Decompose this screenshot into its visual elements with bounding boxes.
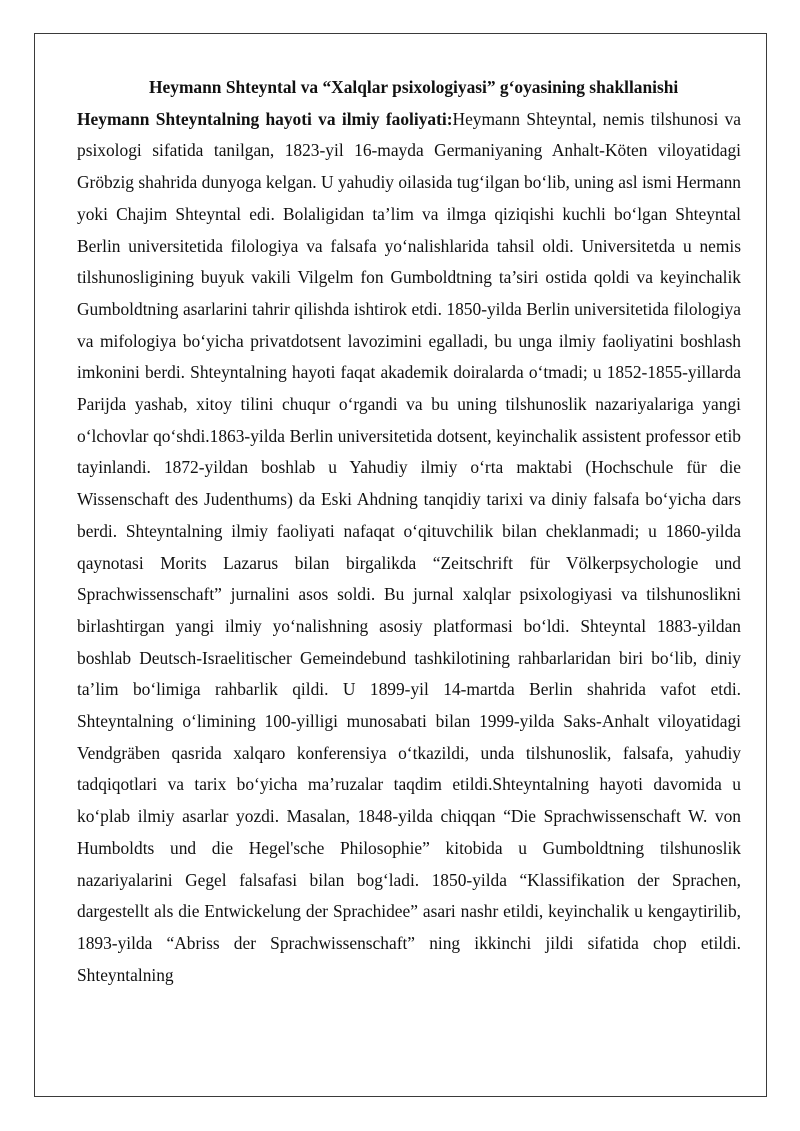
section-lead: Heymann Shteyntalning hayoti va ilmiy faoliyati: — [77, 108, 453, 129]
paragraph-text: Heymann Shteyntal, nemis tilshunosi va psixologi sifatida tanilgan, 1823-yil 16-mayda Germaniyaning Anhalt-Köten viloyatidagi Gröbzig shahrida dunyoga kelgan. U yahudiy oilasida tug‘ilgan bo‘lib, uning asl ismi Hermann yoki Chajim Shteyntal edi. Bolaligidan ta’lim va ilmga qiziqishi kuchli bo‘lgan Shteyntal Berlin universitetida filologiya va falsafa yo‘nalishlarida tahsil oldi. Universitetda u nemis tilshunosligining buyuk vakili Vilgelm fon Gumboldtning ta’siri ostida qoldi va keyinchalik Gumboldtning asarlarini tahrir qilishda ishtirok etdi. 1850-yilda Berlin universitetida filologiya va mifologiya bo‘yicha privatdotsent lavozimini egalladi, bu unga ilmiy faoliyatini boshlash imkonini berdi. Shteyntalning hayoti faqat akademik doiralarda o‘tmadi; u 1852-1855-yillarda Parijda yashab, xitoy tilini chuqur o‘rgandi va bu uning tilshunoslik nazariyalariga yangi o‘lchovlar qo‘shdi.1863-yilda Berlin universitetida dotsent, keyinchalik assistent professor etib tayinlandi. 1872-yildan boshlab u Yahudiy ilmiy o‘rta maktabi (Hochschule für die Wissenschaft des Judenthums) da Eski Ahdning tanqidiy tarixi va diniy falsafa bo‘yicha dars berdi. Shteyntalning ilmiy faoliyati nafaqat o‘qituvchilik bilan cheklanmadi; u 1860-yilda qaynotasi Morits Lazarus bilan birgalikda “Zeitschrift für Völkerpsychologie und Sprachwissenschaft” jurnalini asos soldi. Bu jurnal xalqlar psixologiyasi va tilshunoslikni birlashtirgan yangi ilmiy yo‘nalishning asosiy platformasi bo‘ldi. Shteyntal 1883-yildan boshlab Deutsch-Israelitischer Gemeindebund tashkilotining rahbarlaridan biri bo‘lib, diniy ta’lim bo‘limiga rahbarlik qildi. U 1899-yil 14-martda Berlin shahrida vafot etdi. Shteyntalning o‘limining 100-yilligi munosabati bilan 1999-yilda Saks-Anhalt viloyatidagi Vendgräben qasrida xalqaro konferensiya o‘tkazildi, unda tilshunoslik, falsafa, yahudiy tadqiqotlari va tarix bo‘yicha ma’ruzalar taqdim etildi.Shteyntalning hayoti davomida u ko‘plab ilmiy asarlar yozdi. Masalan, 1848-yilda chiqqan “Die Sprachwissenschaft W. von Humboldts und die Hegel'sche Philosophie” kitobida u Gumboldtning tilshunoslik nazariyalarini Gegel falsafasi bilan bog‘ladi. 1850-yilda “Klassifikation der Sprachen, dargestellt als die Entwickelung der Sprachidee” asari nashr etildi, keyinchalik u kengaytirilib, 1893-yilda “Abriss der Sprachwissenschaft” ning ikkinchi jildi sifatida chop etildi. Shteyntalning — [77, 108, 741, 985]
document-title: Heymann Shteyntal va “Xalqlar psixologiyasi” g‘oyasining shakllanishi — [149, 77, 679, 97]
document-content — [77, 72, 741, 991]
body-paragraph — [77, 104, 741, 992]
